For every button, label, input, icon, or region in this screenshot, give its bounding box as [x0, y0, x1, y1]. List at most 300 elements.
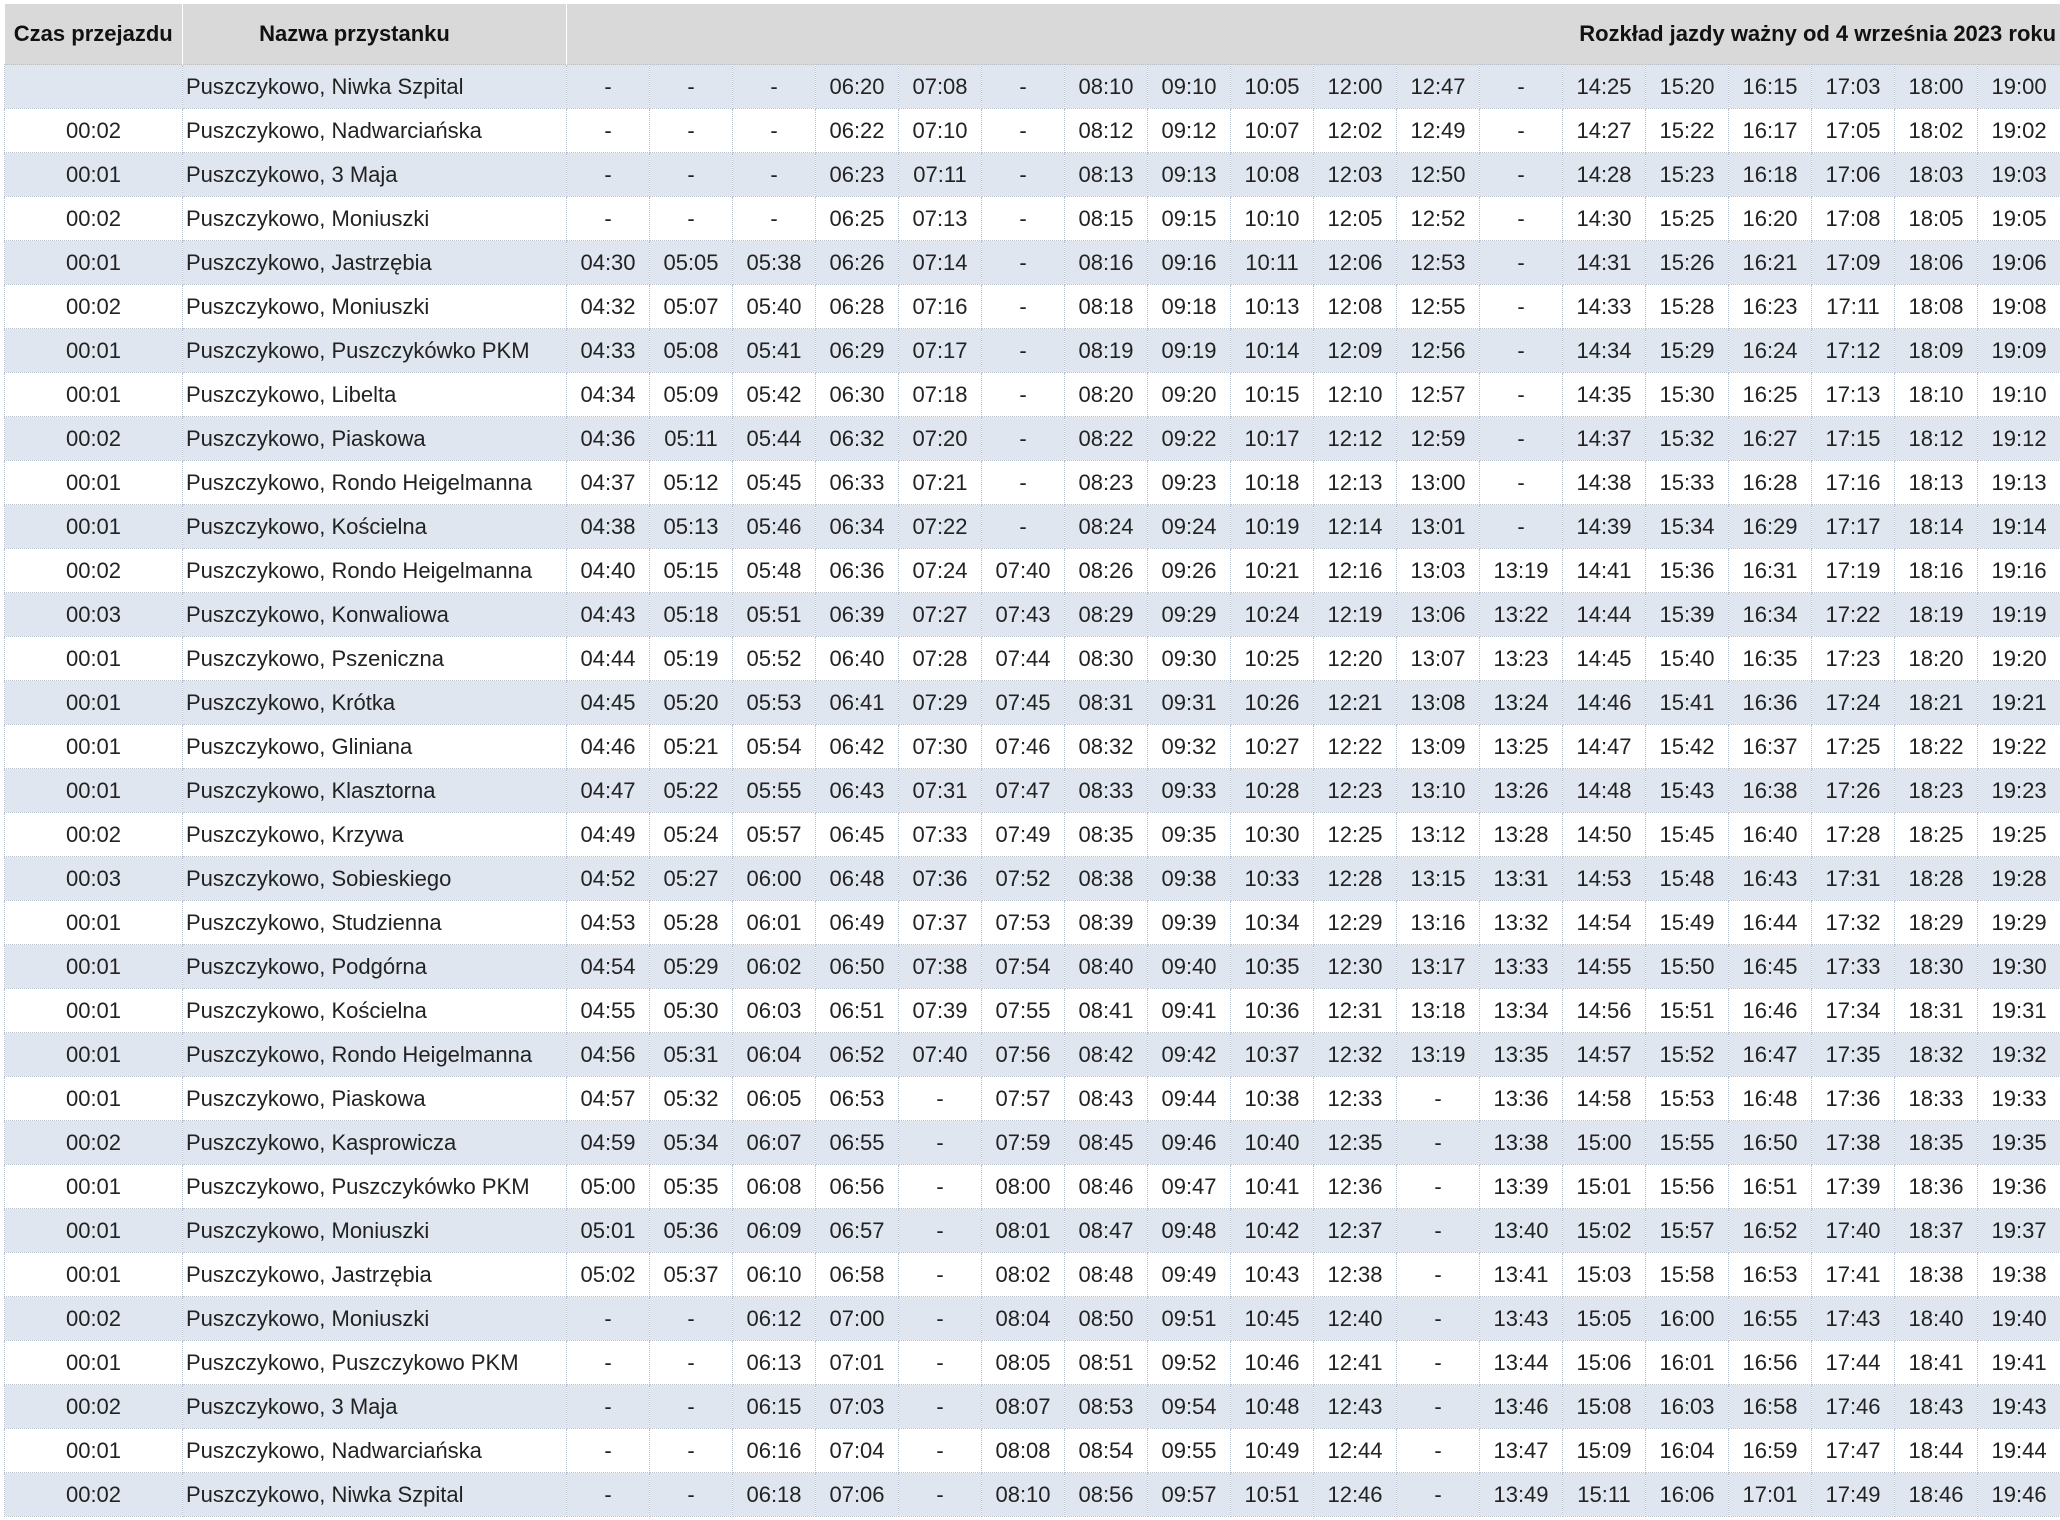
- departure-time-cell: 17:28: [1812, 813, 1895, 857]
- departure-time-cell: 14:28: [1563, 153, 1646, 197]
- departure-time-cell: 06:22: [816, 109, 899, 153]
- departure-time-cell: 14:46: [1563, 681, 1646, 725]
- departure-time-cell: 10:43: [1231, 1253, 1314, 1297]
- departure-time-cell: 14:47: [1563, 725, 1646, 769]
- departure-time-cell: 15:39: [1646, 593, 1729, 637]
- departure-time-cell: 13:36: [1480, 1077, 1563, 1121]
- departure-time-cell: 17:23: [1812, 637, 1895, 681]
- departure-time-cell: -: [567, 153, 650, 197]
- departure-time-cell: -: [1397, 1341, 1480, 1385]
- departure-time-cell: 18:28: [1895, 857, 1978, 901]
- departure-time-cell: 09:57: [1148, 1473, 1231, 1517]
- departure-time-cell: 05:11: [650, 417, 733, 461]
- departure-time-cell: 08:13: [1065, 153, 1148, 197]
- departure-time-cell: 09:46: [1148, 1121, 1231, 1165]
- departure-time-cell: 15:58: [1646, 1253, 1729, 1297]
- departure-time-cell: 07:31: [899, 769, 982, 813]
- departure-time-cell: 17:01: [1729, 1473, 1812, 1517]
- departure-time-cell: 17:44: [1812, 1341, 1895, 1385]
- departure-time-cell: 17:15: [1812, 417, 1895, 461]
- departure-time-cell: 07:47: [982, 769, 1065, 813]
- departure-time-cell: 14:27: [1563, 109, 1646, 153]
- stop-name-cell: Puszczykowo, 3 Maja: [183, 153, 567, 197]
- header-row: [5, 4, 2060, 65]
- departure-time-cell: -: [567, 197, 650, 241]
- departure-time-cell: 08:45: [1065, 1121, 1148, 1165]
- departure-time-cell: 13:19: [1480, 549, 1563, 593]
- departure-time-cell: 14:35: [1563, 373, 1646, 417]
- departure-time-cell: -: [1480, 153, 1563, 197]
- departure-time-cell: 09:30: [1148, 637, 1231, 681]
- departure-time-cell: 14:54: [1563, 901, 1646, 945]
- departure-time-cell: 04:56: [567, 1033, 650, 1077]
- departure-time-cell: 16:40: [1729, 813, 1812, 857]
- table-row: [5, 1473, 2060, 1517]
- departure-time-cell: 05:42: [733, 373, 816, 417]
- departure-time-cell: 12:59: [1397, 417, 1480, 461]
- departure-time-cell: -: [899, 1297, 982, 1341]
- departure-time-cell: 08:02: [982, 1253, 1065, 1297]
- departure-time-cell: 12:53: [1397, 241, 1480, 285]
- departure-time-cell: 17:08: [1812, 197, 1895, 241]
- departure-time-cell: 08:29: [1065, 593, 1148, 637]
- departure-time-cell: 15:33: [1646, 461, 1729, 505]
- departure-time-cell: 09:32: [1148, 725, 1231, 769]
- departure-time-cell: 04:37: [567, 461, 650, 505]
- departure-time-cell: 17:03: [1812, 65, 1895, 109]
- departure-time-cell: 09:42: [1148, 1033, 1231, 1077]
- departure-time-cell: 07:14: [899, 241, 982, 285]
- departure-time-cell: 07:00: [816, 1297, 899, 1341]
- departure-time-cell: 12:08: [1314, 285, 1397, 329]
- departure-time-cell: 10:26: [1231, 681, 1314, 725]
- departure-time-cell: -: [1397, 1429, 1480, 1473]
- departure-time-cell: 08:40: [1065, 945, 1148, 989]
- travel-time-cell: 00:02: [5, 813, 183, 857]
- travel-time-cell: 00:01: [5, 989, 183, 1033]
- departure-time-cell: 15:57: [1646, 1209, 1729, 1253]
- departure-time-cell: 07:10: [899, 109, 982, 153]
- departure-time-cell: 18:05: [1895, 197, 1978, 241]
- departure-time-cell: -: [1397, 1385, 1480, 1429]
- departure-time-cell: 08:01: [982, 1209, 1065, 1253]
- departure-time-cell: 07:17: [899, 329, 982, 373]
- departure-time-cell: -: [567, 1473, 650, 1517]
- departure-time-cell: 12:23: [1314, 769, 1397, 813]
- travel-time-cell: 00:01: [5, 769, 183, 813]
- table-row: [5, 989, 2060, 1033]
- departure-time-cell: -: [733, 109, 816, 153]
- travel-time-cell: 00:01: [5, 329, 183, 373]
- stop-name-cell: Puszczykowo, Gliniana: [183, 725, 567, 769]
- departure-time-cell: 08:31: [1065, 681, 1148, 725]
- travel-time-cell: 00:01: [5, 1341, 183, 1385]
- departure-time-cell: -: [733, 153, 816, 197]
- departure-time-cell: 18:00: [1895, 65, 1978, 109]
- departure-time-cell: 06:03: [733, 989, 816, 1033]
- table-row: [5, 65, 2060, 109]
- departure-time-cell: 08:10: [982, 1473, 1065, 1517]
- departure-time-cell: 16:47: [1729, 1033, 1812, 1077]
- departure-time-cell: 18:22: [1895, 725, 1978, 769]
- departure-time-cell: 17:24: [1812, 681, 1895, 725]
- departure-time-cell: 05:02: [567, 1253, 650, 1297]
- departure-time-cell: 07:28: [899, 637, 982, 681]
- departure-time-cell: 15:36: [1646, 549, 1729, 593]
- departure-time-cell: -: [1480, 417, 1563, 461]
- departure-time-cell: 13:22: [1480, 593, 1563, 637]
- departure-time-cell: 06:02: [733, 945, 816, 989]
- departure-time-cell: 09:31: [1148, 681, 1231, 725]
- departure-time-cell: 16:44: [1729, 901, 1812, 945]
- stop-name-cell: Puszczykowo, Moniuszki: [183, 285, 567, 329]
- departure-time-cell: 13:18: [1397, 989, 1480, 1033]
- departure-time-cell: 14:58: [1563, 1077, 1646, 1121]
- departure-time-cell: 17:12: [1812, 329, 1895, 373]
- departure-time-cell: 05:38: [733, 241, 816, 285]
- departure-time-cell: 05:18: [650, 593, 733, 637]
- departure-time-cell: 09:44: [1148, 1077, 1231, 1121]
- departure-time-cell: 04:44: [567, 637, 650, 681]
- departure-time-cell: 10:41: [1231, 1165, 1314, 1209]
- travel-time-cell: 00:01: [5, 153, 183, 197]
- travel-time-cell: 00:01: [5, 725, 183, 769]
- departure-time-cell: 16:52: [1729, 1209, 1812, 1253]
- departure-time-cell: 09:35: [1148, 813, 1231, 857]
- departure-time-cell: 13:00: [1397, 461, 1480, 505]
- departure-time-cell: 07:49: [982, 813, 1065, 857]
- departure-time-cell: 06:56: [816, 1165, 899, 1209]
- departure-time-cell: -: [1480, 285, 1563, 329]
- departure-time-cell: 13:25: [1480, 725, 1563, 769]
- departure-time-cell: 04:33: [567, 329, 650, 373]
- departure-time-cell: 19:41: [1978, 1341, 2060, 1385]
- departure-time-cell: 08:42: [1065, 1033, 1148, 1077]
- travel-time-cell: 00:01: [5, 1253, 183, 1297]
- departure-time-cell: 14:55: [1563, 945, 1646, 989]
- departure-time-cell: 09:22: [1148, 417, 1231, 461]
- departure-time-cell: -: [982, 109, 1065, 153]
- table-row: [5, 725, 2060, 769]
- departure-time-cell: 04:38: [567, 505, 650, 549]
- departure-time-cell: 09:51: [1148, 1297, 1231, 1341]
- table-row: [5, 1341, 2060, 1385]
- departure-time-cell: 06:18: [733, 1473, 816, 1517]
- departure-time-cell: 14:39: [1563, 505, 1646, 549]
- departure-time-cell: 12:52: [1397, 197, 1480, 241]
- departure-time-cell: 10:30: [1231, 813, 1314, 857]
- departure-time-cell: 17:38: [1812, 1121, 1895, 1165]
- departure-time-cell: 15:20: [1646, 65, 1729, 109]
- departure-time-cell: 05:01: [567, 1209, 650, 1253]
- departure-time-cell: 15:03: [1563, 1253, 1646, 1297]
- departure-time-cell: 15:06: [1563, 1341, 1646, 1385]
- departure-time-cell: 15:23: [1646, 153, 1729, 197]
- departure-time-cell: 12:40: [1314, 1297, 1397, 1341]
- departure-time-cell: -: [733, 197, 816, 241]
- departure-time-cell: 18:12: [1895, 417, 1978, 461]
- departure-time-cell: 07:46: [982, 725, 1065, 769]
- departure-time-cell: 16:45: [1729, 945, 1812, 989]
- departure-time-cell: 16:04: [1646, 1429, 1729, 1473]
- departure-time-cell: 07:11: [899, 153, 982, 197]
- departure-time-cell: 10:18: [1231, 461, 1314, 505]
- stop-name-cell: Puszczykowo, Puszczykówko PKM: [183, 329, 567, 373]
- departure-time-cell: -: [1480, 197, 1563, 241]
- departure-time-cell: 13:49: [1480, 1473, 1563, 1517]
- departure-time-cell: 07:06: [816, 1473, 899, 1517]
- departure-time-cell: 09:19: [1148, 329, 1231, 373]
- departure-time-cell: 06:29: [816, 329, 899, 373]
- departure-time-cell: -: [982, 197, 1065, 241]
- departure-time-cell: 16:18: [1729, 153, 1812, 197]
- departure-time-cell: 17:33: [1812, 945, 1895, 989]
- departure-time-cell: 12:31: [1314, 989, 1397, 1033]
- departure-time-cell: 07:36: [899, 857, 982, 901]
- departure-time-cell: 19:20: [1978, 637, 2060, 681]
- departure-time-cell: 09:52: [1148, 1341, 1231, 1385]
- departure-time-cell: 14:48: [1563, 769, 1646, 813]
- departure-time-cell: 15:00: [1563, 1121, 1646, 1165]
- departure-time-cell: 04:52: [567, 857, 650, 901]
- departure-time-cell: -: [899, 1165, 982, 1209]
- travel-time-cell: 00:01: [5, 1209, 183, 1253]
- departure-time-cell: 07:44: [982, 637, 1065, 681]
- departure-time-cell: 10:35: [1231, 945, 1314, 989]
- departure-time-cell: 09:39: [1148, 901, 1231, 945]
- table-row: [5, 1033, 2060, 1077]
- departure-time-cell: 09:23: [1148, 461, 1231, 505]
- departure-time-cell: -: [982, 461, 1065, 505]
- departure-time-cell: 07:40: [982, 549, 1065, 593]
- departure-time-cell: 12:55: [1397, 285, 1480, 329]
- departure-time-cell: 06:15: [733, 1385, 816, 1429]
- stop-name-cell: Puszczykowo, Studzienna: [183, 901, 567, 945]
- departure-time-cell: 18:38: [1895, 1253, 1978, 1297]
- stop-name-cell: Puszczykowo, Konwaliowa: [183, 593, 567, 637]
- departure-time-cell: 15:34: [1646, 505, 1729, 549]
- departure-time-cell: 04:54: [567, 945, 650, 989]
- departure-time-cell: 06:04: [733, 1033, 816, 1077]
- departure-time-cell: 13:43: [1480, 1297, 1563, 1341]
- departure-time-cell: 07:57: [982, 1077, 1065, 1121]
- departure-time-cell: 09:40: [1148, 945, 1231, 989]
- departure-time-cell: 05:52: [733, 637, 816, 681]
- departure-time-cell: 19:46: [1978, 1473, 2060, 1517]
- departure-time-cell: 15:30: [1646, 373, 1729, 417]
- departure-time-cell: 15:43: [1646, 769, 1729, 813]
- departure-time-cell: 12:22: [1314, 725, 1397, 769]
- departure-time-cell: 19:05: [1978, 197, 2060, 241]
- departure-time-cell: 16:58: [1729, 1385, 1812, 1429]
- departure-time-cell: 08:30: [1065, 637, 1148, 681]
- departure-time-cell: 13:39: [1480, 1165, 1563, 1209]
- departure-time-cell: -: [982, 417, 1065, 461]
- table-row: [5, 637, 2060, 681]
- departure-time-cell: 05:28: [650, 901, 733, 945]
- departure-time-cell: 05:53: [733, 681, 816, 725]
- table-row: [5, 945, 2060, 989]
- departure-time-cell: 12:56: [1397, 329, 1480, 373]
- departure-time-cell: 08:41: [1065, 989, 1148, 1033]
- departure-time-cell: 05:15: [650, 549, 733, 593]
- departure-time-cell: 06:25: [816, 197, 899, 241]
- departure-time-cell: 16:56: [1729, 1341, 1812, 1385]
- departure-time-cell: 08:35: [1065, 813, 1148, 857]
- departure-time-cell: 17:36: [1812, 1077, 1895, 1121]
- travel-time-cell: 00:02: [5, 417, 183, 461]
- departure-time-cell: -: [567, 65, 650, 109]
- table-row: [5, 813, 2060, 857]
- departure-time-cell: 19:37: [1978, 1209, 2060, 1253]
- departure-time-cell: 09:49: [1148, 1253, 1231, 1297]
- departure-time-cell: 05:32: [650, 1077, 733, 1121]
- departure-time-cell: 14:53: [1563, 857, 1646, 901]
- departure-time-cell: 06:51: [816, 989, 899, 1033]
- departure-time-cell: 06:23: [816, 153, 899, 197]
- departure-time-cell: 04:47: [567, 769, 650, 813]
- departure-time-cell: 17:47: [1812, 1429, 1895, 1473]
- departure-time-cell: 13:19: [1397, 1033, 1480, 1077]
- departure-time-cell: 19:36: [1978, 1165, 2060, 1209]
- departure-time-cell: 19:43: [1978, 1385, 2060, 1429]
- departure-time-cell: 18:32: [1895, 1033, 1978, 1077]
- departure-time-cell: 19:10: [1978, 373, 2060, 417]
- table-row: [5, 1209, 2060, 1253]
- departure-time-cell: 10:51: [1231, 1473, 1314, 1517]
- departure-time-cell: 06:09: [733, 1209, 816, 1253]
- departure-time-cell: -: [982, 241, 1065, 285]
- table-row: [5, 549, 2060, 593]
- departure-time-cell: 19:19: [1978, 593, 2060, 637]
- departure-time-cell: 05:35: [650, 1165, 733, 1209]
- departure-time-cell: 05:51: [733, 593, 816, 637]
- departure-time-cell: 10:25: [1231, 637, 1314, 681]
- departure-time-cell: 13:15: [1397, 857, 1480, 901]
- departure-time-cell: 17:41: [1812, 1253, 1895, 1297]
- departure-time-cell: -: [1397, 1165, 1480, 1209]
- departure-time-cell: 06:45: [816, 813, 899, 857]
- departure-time-cell: 06:07: [733, 1121, 816, 1165]
- departure-time-cell: 09:15: [1148, 197, 1231, 241]
- departure-time-cell: 16:06: [1646, 1473, 1729, 1517]
- departure-time-cell: 18:21: [1895, 681, 1978, 725]
- table-row: [5, 417, 2060, 461]
- departure-time-cell: 06:34: [816, 505, 899, 549]
- departure-time-cell: 18:14: [1895, 505, 1978, 549]
- departure-time-cell: 12:00: [1314, 65, 1397, 109]
- departure-time-cell: 10:11: [1231, 241, 1314, 285]
- departure-time-cell: 18:31: [1895, 989, 1978, 1033]
- departure-time-cell: 15:02: [1563, 1209, 1646, 1253]
- departure-time-cell: -: [982, 285, 1065, 329]
- departure-time-cell: 16:31: [1729, 549, 1812, 593]
- departure-time-cell: 18:37: [1895, 1209, 1978, 1253]
- departure-time-cell: 14:57: [1563, 1033, 1646, 1077]
- departure-time-cell: 08:12: [1065, 109, 1148, 153]
- departure-time-cell: -: [1480, 329, 1563, 373]
- travel-time-cell: 00:02: [5, 1297, 183, 1341]
- departure-time-cell: 13:32: [1480, 901, 1563, 945]
- departure-time-cell: 16:35: [1729, 637, 1812, 681]
- departure-time-cell: -: [650, 1341, 733, 1385]
- departure-time-cell: 06:01: [733, 901, 816, 945]
- departure-time-cell: 08:32: [1065, 725, 1148, 769]
- departure-time-cell: 15:32: [1646, 417, 1729, 461]
- departure-time-cell: 12:43: [1314, 1385, 1397, 1429]
- departure-time-cell: 14:50: [1563, 813, 1646, 857]
- departure-time-cell: 09:47: [1148, 1165, 1231, 1209]
- departure-time-cell: -: [567, 1429, 650, 1473]
- departure-time-cell: -: [567, 109, 650, 153]
- departure-time-cell: 17:43: [1812, 1297, 1895, 1341]
- departure-time-cell: -: [899, 1209, 982, 1253]
- departure-time-cell: 15:53: [1646, 1077, 1729, 1121]
- departure-time-cell: 16:25: [1729, 373, 1812, 417]
- departure-time-cell: 19:13: [1978, 461, 2060, 505]
- travel-time-cell: 00:01: [5, 1033, 183, 1077]
- departure-time-cell: -: [650, 65, 733, 109]
- table-row: [5, 109, 2060, 153]
- departure-time-cell: 16:46: [1729, 989, 1812, 1033]
- departure-time-cell: 07:39: [899, 989, 982, 1033]
- departure-time-cell: 10:15: [1231, 373, 1314, 417]
- travel-time-cell: 00:02: [5, 285, 183, 329]
- departure-time-cell: 14:25: [1563, 65, 1646, 109]
- travel-time-cell: 00:01: [5, 241, 183, 285]
- departure-time-cell: 18:44: [1895, 1429, 1978, 1473]
- departure-time-cell: 09:13: [1148, 153, 1231, 197]
- departure-time-cell: 12:32: [1314, 1033, 1397, 1077]
- travel-time-cell: 00:01: [5, 505, 183, 549]
- departure-time-cell: 13:46: [1480, 1385, 1563, 1429]
- departure-time-cell: 07:18: [899, 373, 982, 417]
- departure-time-cell: 16:17: [1729, 109, 1812, 153]
- table-row: [5, 197, 2060, 241]
- stop-name-cell: Puszczykowo, Podgórna: [183, 945, 567, 989]
- departure-time-cell: 05:31: [650, 1033, 733, 1077]
- header-valid-from: Rozkład jazdy ważny od 4 września 2023 roku: [567, 4, 2060, 65]
- stop-name-cell: Puszczykowo, Pszeniczna: [183, 637, 567, 681]
- departure-time-cell: 17:35: [1812, 1033, 1895, 1077]
- departure-time-cell: -: [982, 153, 1065, 197]
- departure-time-cell: 05:46: [733, 505, 816, 549]
- departure-time-cell: 13:24: [1480, 681, 1563, 725]
- departure-time-cell: 08:08: [982, 1429, 1065, 1473]
- stop-name-cell: Puszczykowo, Krzywa: [183, 813, 567, 857]
- departure-time-cell: 06:33: [816, 461, 899, 505]
- departure-time-cell: -: [650, 109, 733, 153]
- departure-time-cell: -: [982, 329, 1065, 373]
- departure-time-cell: 14:38: [1563, 461, 1646, 505]
- departure-time-cell: 06:40: [816, 637, 899, 681]
- departure-time-cell: 12:49: [1397, 109, 1480, 153]
- departure-time-cell: -: [1480, 109, 1563, 153]
- table-row: [5, 329, 2060, 373]
- departure-time-cell: 15:51: [1646, 989, 1729, 1033]
- departure-time-cell: 13:33: [1480, 945, 1563, 989]
- departure-time-cell: 18:33: [1895, 1077, 1978, 1121]
- departure-time-cell: 09:20: [1148, 373, 1231, 417]
- departure-time-cell: 19:44: [1978, 1429, 2060, 1473]
- departure-time-cell: 06:43: [816, 769, 899, 813]
- departure-time-cell: -: [1397, 1297, 1480, 1341]
- departure-time-cell: 13:44: [1480, 1341, 1563, 1385]
- departure-time-cell: 17:34: [1812, 989, 1895, 1033]
- departure-time-cell: 17:22: [1812, 593, 1895, 637]
- travel-time-cell: 00:01: [5, 1429, 183, 1473]
- departure-time-cell: 09:24: [1148, 505, 1231, 549]
